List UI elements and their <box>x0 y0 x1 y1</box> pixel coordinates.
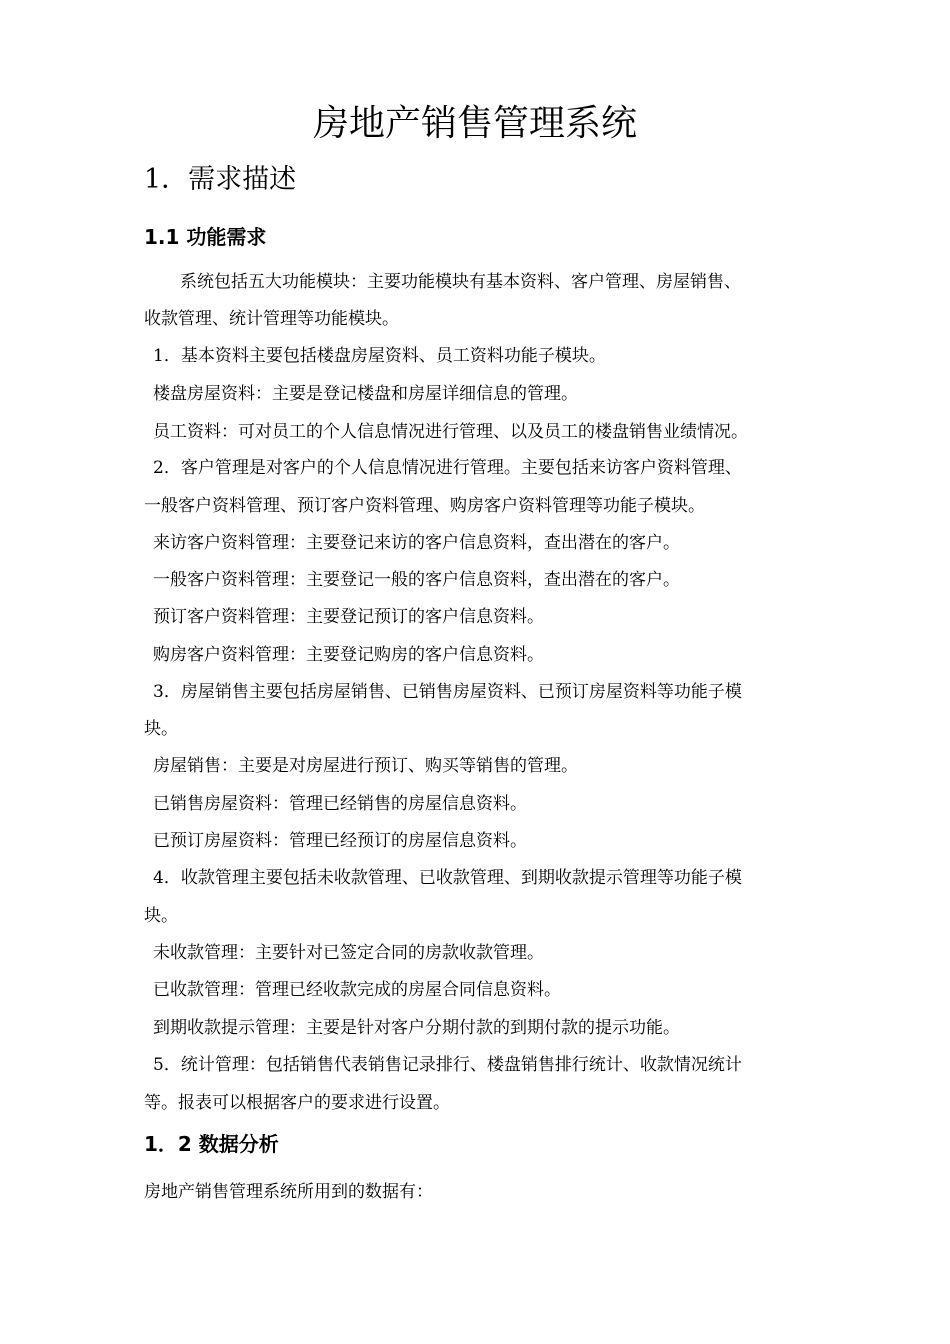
paragraph-line: 1．基本资料主要包括楼盘房屋资料、员工资料功能子模块。 <box>153 346 606 366</box>
paragraph-line: 房屋销售：主要是对房屋进行预订、购买等销售的管理。 <box>153 756 578 776</box>
paragraph-line: 未收款管理：主要针对已签定合同的房款收款管理。 <box>153 943 544 963</box>
paragraph-line: 块。 <box>144 906 178 926</box>
paragraph-line: 已收款管理：管理已经收款完成的房屋合同信息资料。 <box>153 980 561 1000</box>
paragraph-line: 已销售房屋资料：管理已经销售的房屋信息资料。 <box>153 794 527 814</box>
paragraph-line: 购房客户资料管理：主要登记购房的客户信息资料。 <box>153 645 544 665</box>
paragraph-line: 收款管理、统计管理等功能模块。 <box>144 309 399 329</box>
paragraph-line: 房地产销售管理系统所用到的数据有： <box>144 1182 433 1202</box>
subsection-heading-functional: 1.1 功能需求 <box>144 225 267 249</box>
paragraph-line: 3．房屋销售主要包括房屋销售、已销售房屋资料、已预订房屋资料等功能子模 <box>153 682 742 702</box>
paragraph-line: 4．收款管理主要包括未收款管理、已收款管理、到期收款提示管理等功能子模 <box>153 868 742 888</box>
paragraph-line: 预订客户资料管理：主要登记预订的客户信息资料。 <box>153 607 544 627</box>
subsection-heading-data-analysis: 1．2 数据分析 <box>144 1132 279 1156</box>
paragraph-line: 5．统计管理：包括销售代表销售记录排行、楼盘销售排行统计、收款情况统计 <box>153 1055 742 1075</box>
paragraph-line: 一般客户资料管理：主要登记一般的客户信息资料，查出潜在的客户。 <box>153 570 680 590</box>
paragraph-line: 已预订房屋资料：管理已经预订的房屋信息资料。 <box>153 831 527 851</box>
document-title: 房地产销售管理系统 <box>312 103 637 144</box>
paragraph-line: 2．客户管理是对客户的个人信息情况进行管理。主要包括来访客户资料管理、 <box>153 458 742 478</box>
paragraph-line: 一般客户资料管理、预订客户资料管理、购房客户资料管理等功能子模块。 <box>144 496 705 516</box>
paragraph-line: 块。 <box>144 719 178 739</box>
paragraph-line: 等。报表可以根据客户的要求进行设置。 <box>144 1093 450 1113</box>
paragraph-line: 到期收款提示管理：主要是针对客户分期付款的到期付款的提示功能。 <box>153 1018 680 1038</box>
paragraph-line: 员工资料：可对员工的个人信息情况进行管理、以及员工的楼盘销售业绩情况。 <box>153 422 748 442</box>
paragraph-line: 楼盘房屋资料：主要是登记楼盘和房屋详细信息的管理。 <box>153 384 578 404</box>
paragraph-line: 来访客户资料管理：主要登记来访的客户信息资料，查出潜在的客户。 <box>153 533 680 553</box>
paragraph-line: 系统包括五大功能模块：主要功能模块有基本资料、客户管理、房屋销售、 <box>180 272 741 292</box>
section-heading-requirements: 1．需求描述 <box>144 164 297 195</box>
